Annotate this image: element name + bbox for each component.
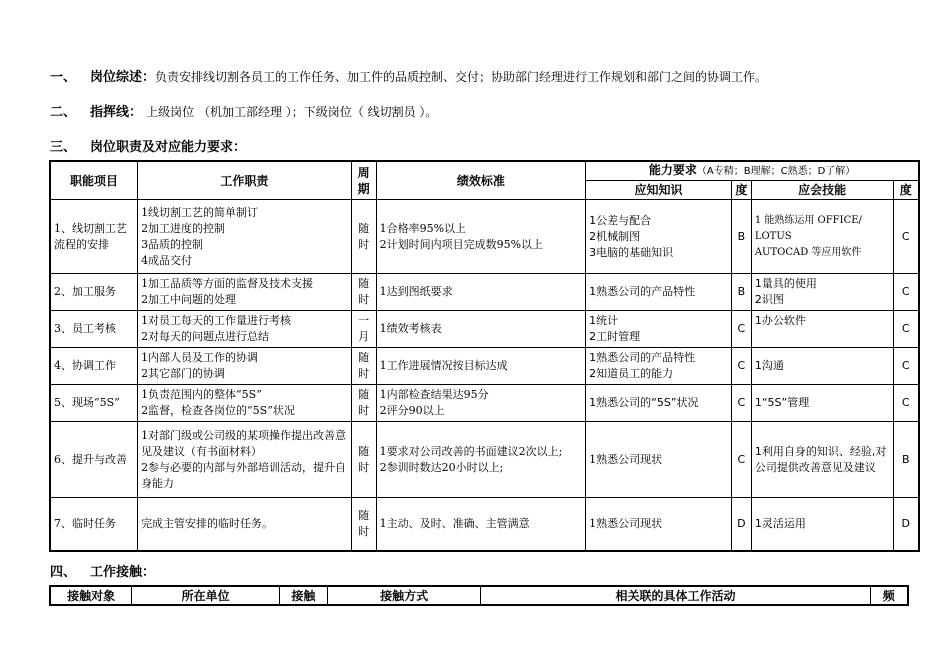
row-know-degree: C (731, 311, 751, 348)
row-know: 1熟悉公司的产品特性 (586, 274, 732, 311)
row-period: 随 时 (351, 274, 376, 311)
section-number: 一、 (50, 70, 77, 85)
table-row (50, 311, 919, 348)
section-title: 岗位职责及对应能力要求： (90, 140, 247, 155)
row-skill-degree: C (893, 274, 919, 311)
row-skills: 1办公软件 (751, 311, 893, 348)
row-skill-degree: B (893, 422, 919, 498)
row-duties: 1对员工每天的工作量进行考核 2对每天的问题点进行总结 (138, 311, 352, 348)
row-duties: 1对部门级或公司级的某项操作提出改善意见及建议（有书面材料） 2参与必要的内部与外部培训活动，提升自身能力 (138, 422, 352, 498)
header-ability: 能力要求（A专精；B理解；C熟悉；D了解） (586, 161, 919, 181)
row-period: 随 时 (351, 385, 376, 422)
row-standards: 1主动、及时、准确、主管满意 (376, 498, 586, 551)
section-3 (50, 136, 246, 155)
row-skill-degree: C (893, 311, 919, 348)
row-know-degree: D (731, 498, 751, 551)
table-row (50, 385, 919, 422)
row-know: 1公差与配合 2机械制图 3电脑的基础知识 (586, 200, 732, 274)
header-skill-degree: 度 (893, 181, 919, 200)
contact-header-activity: 相关联的具体工作活动 (481, 586, 870, 605)
row-know-degree: C (731, 422, 751, 498)
row-skills: 1灵活运用 (751, 498, 893, 551)
row-skills: 1沟通 (751, 348, 893, 385)
section-2 (50, 101, 437, 120)
row-skills: 1“5S”管理 (751, 385, 893, 422)
duties-table (49, 160, 920, 552)
row-skills: 1利用自身的知识、经验,对公司提供改善意见及建议 (751, 422, 893, 498)
row-duties: 1负责范围内的整体“5S” 2监督，检查各岗位的“5S”状况 (138, 385, 352, 422)
row-standards: 1工作进展情况按目标达成 (376, 348, 586, 385)
row-skills: 1量具的使用 2识图 (751, 274, 893, 311)
row-period: 随 时 (351, 422, 376, 498)
table-row (50, 422, 919, 498)
row-know: 1统计 2工时管理 (586, 311, 732, 348)
row-period: 一 月 (351, 311, 376, 348)
row-skill-degree: C (893, 348, 919, 385)
header-duty: 工作职责 (138, 161, 352, 200)
section-text: 负责安排线切割各员工的工作任务、加工件的品质控制、交付；协助部门经理进行工作规划和部门之间的协调工作。 (155, 70, 768, 84)
row-item: 1、线切割工艺流程的安排 (50, 200, 138, 274)
row-period: 随 时 (351, 348, 376, 385)
contact-header-contact: 接触 (279, 586, 327, 605)
row-item: 4、协调工作 (50, 348, 138, 385)
row-know: 1熟悉公司现状 (586, 498, 732, 551)
row-duties: 1线切割工艺的简单制订 2加工进度的控制 3品质的控制 4成品交付 (138, 200, 352, 274)
header-know-degree: 度 (731, 181, 751, 200)
row-item: 5、现场“5S” (50, 385, 138, 422)
row-know-degree: B (731, 274, 751, 311)
row-know: 1熟悉公司的产品特性 2知道员工的能力 (586, 348, 732, 385)
row-know-degree: C (731, 348, 751, 385)
header-know: 应知知识 (586, 181, 732, 200)
section-number: 四、 (50, 565, 77, 580)
section-title: 指挥线： (90, 105, 143, 120)
section-text: 上级岗位 （机加工部经理 ）；下级岗位（ 线切割员 ）。 (146, 105, 438, 119)
row-standards: 1内部检查结果达95分 2评分90以上 (376, 385, 586, 422)
section-1 (50, 66, 767, 85)
contact-header-frequency: 频 (870, 586, 908, 605)
row-item: 3、员工考核 (50, 311, 138, 348)
row-duties: 1内部人员及工作的协调 2其它部门的协调 (138, 348, 352, 385)
contact-header-method: 接触方式 (327, 586, 481, 605)
row-know-degree: C (731, 385, 751, 422)
row-skill-degree: C (893, 200, 919, 274)
header-skill: 应会技能 (751, 181, 893, 200)
row-item: 2、加工服务 (50, 274, 138, 311)
table-row (50, 348, 919, 385)
section-title: 岗位综述： (90, 70, 156, 85)
row-item: 6、提升与改善 (50, 422, 138, 498)
section-number: 三、 (50, 140, 77, 155)
row-standards: 1合格率95%以上 2计划时间内项目完成数95%以上 (376, 200, 586, 274)
contact-header-unit: 所在单位 (132, 586, 280, 605)
row-standards: 1绩效考核表 (376, 311, 586, 348)
table-row (50, 200, 919, 274)
row-item: 7、临时任务 (50, 498, 138, 551)
row-duties: 完成主管安排的临时任务。 (138, 498, 352, 551)
contact-table (49, 585, 909, 606)
row-skill-degree: C (893, 385, 919, 422)
row-skill-degree: D (893, 498, 919, 551)
row-skills: 1 能熟练运用 OFFICE/ LOTUS AUTOCAD 等应用软件 (751, 200, 893, 274)
row-know: 1熟悉公司的“5S”状况 (586, 385, 732, 422)
table-row (50, 498, 919, 551)
header-standard: 绩效标准 (376, 161, 586, 200)
row-duties: 1加工品质等方面的监督及技术支援 2加工中问题的处理 (138, 274, 352, 311)
row-period: 随 时 (351, 498, 376, 551)
contact-header-target: 接触对象 (50, 586, 132, 605)
row-know-degree: B (731, 200, 751, 274)
row-standards: 1达到图纸要求 (376, 274, 586, 311)
section-title: 工作接触： (90, 565, 156, 580)
table-row (50, 274, 919, 311)
row-period: 随 时 (351, 200, 376, 274)
section-number: 二、 (50, 105, 77, 120)
section-4 (50, 561, 155, 580)
header-period: 周 期 (351, 161, 376, 200)
header-item: 职能项目 (50, 161, 138, 200)
row-standards: 1要求对公司改善的书面建议2次以上; 2参训时数达20小时以上; (376, 422, 586, 498)
row-know: 1熟悉公司现状 (586, 422, 732, 498)
